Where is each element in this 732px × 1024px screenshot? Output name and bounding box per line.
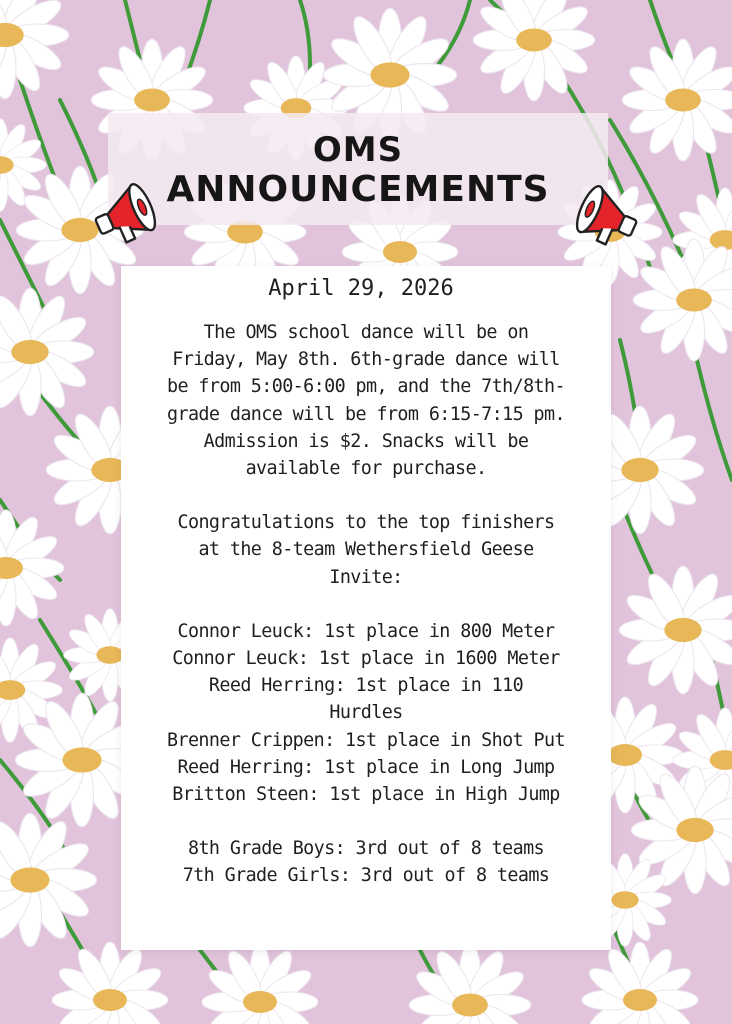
congrats-line: Invite: [329, 566, 403, 588]
dance-line: Friday, May 8th. 6th-grade dance will [172, 349, 560, 371]
announcement-date: April 29, 2026 [268, 276, 454, 301]
result-line: Connor Leuck: 1st place in 1600 Meter [172, 648, 560, 670]
result-line: Brenner Crippen: 1st place in Shot Put [167, 729, 565, 751]
megaphone-icon [86, 170, 172, 256]
result-line: Britton Steen: 1st place in High Jump [172, 784, 560, 806]
megaphone-icon [560, 172, 646, 258]
team-result-line: 7th Grade Girls: 3rd out of 8 teams [182, 865, 550, 887]
announcement-body [129, 319, 603, 890]
dance-line: Admission is $2. Snacks will be [203, 430, 529, 452]
dance-line: The OMS school dance will be on [203, 322, 529, 343]
title-line-oms: OMS [312, 130, 404, 170]
result-line: Hurdles [329, 702, 403, 724]
result-line: Connor Leuck: 1st place in 800 Meter [177, 620, 555, 642]
page-title [108, 130, 608, 210]
result-line: Reed Herring: 1st place in 110 [208, 675, 524, 697]
dance-line: grade dance will be from 6:15-7:15 pm. [167, 403, 565, 425]
title-line-announcements: ANNOUNCEMENTS [166, 169, 550, 210]
dance-line: be from 5:00-6:00 pm, and the 7th/8th- [167, 376, 565, 398]
congrats-line: at the 8-team Wethersfield Geese [198, 539, 534, 561]
congrats-line: Congratulations to the top finishers [177, 512, 555, 534]
announcement-card [121, 266, 611, 950]
dance-line: available for purchase. [245, 458, 487, 480]
result-line: Reed Herring: 1st place in Long Jump [177, 756, 555, 778]
team-result-line: 8th Grade Boys: 3rd out of 8 teams [187, 838, 545, 860]
